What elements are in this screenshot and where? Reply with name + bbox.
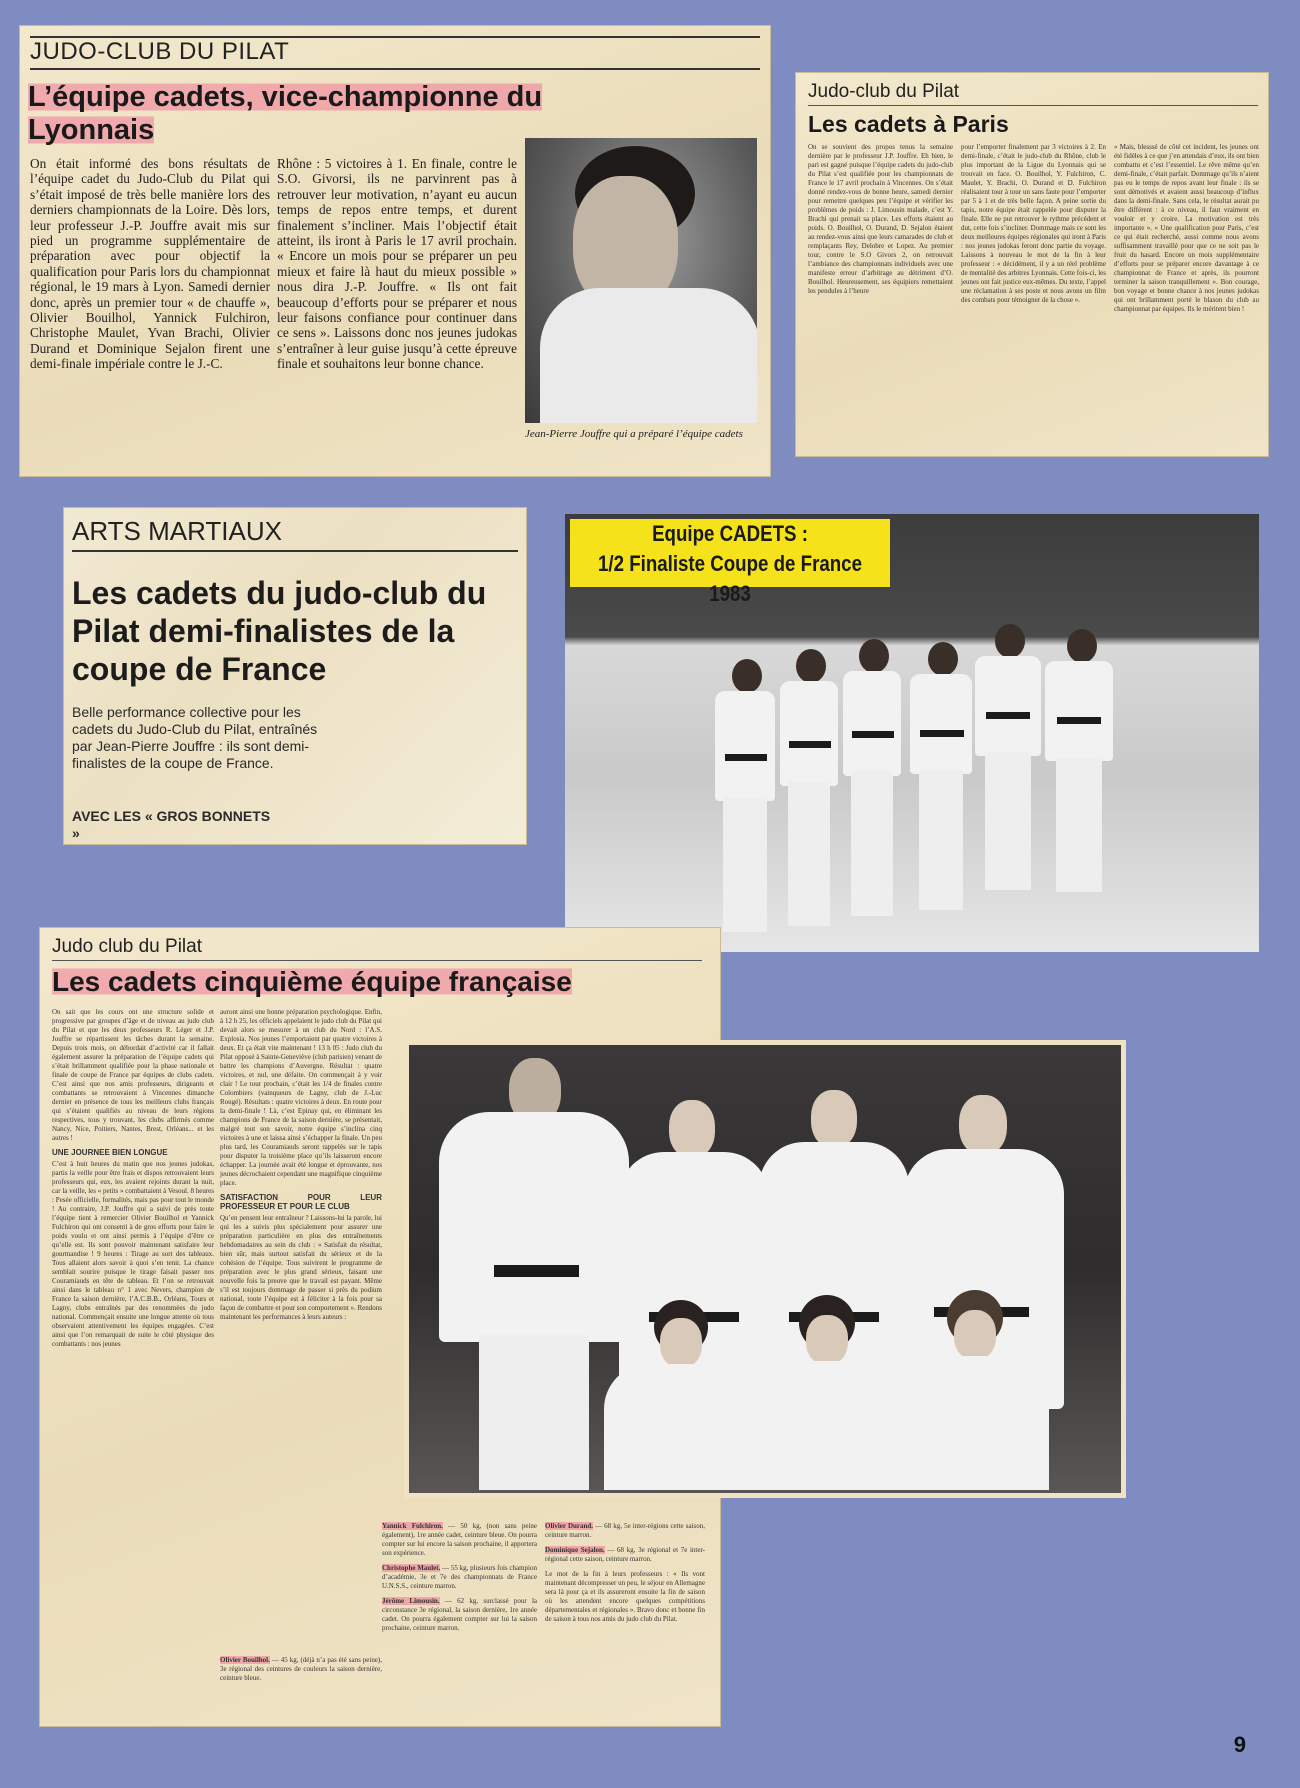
article-subhead: SATISFACTION POUR LEUR PROFESSEUR ET POUR LE CLUB (220, 1193, 382, 1211)
group-photo-image (409, 1045, 1121, 1493)
article-column-1: On sait que les cours ont une structure solide et progressive par groupes d’âge et de niveau au judo club du Pilat et que les deux professeurs R. Léger et J.P. Jouffre se répartissent les tâches durant la semaine. Depuis trois mois, on débordait d’activité car il fallait également assurer la préparation de l’équipe cadets qui s’était brillamment qualifiée pour la phase nationale et finale de coupe de France par équipes de clubs cadets. C’est ainsi que nos amis professeurs, dirigeants et combattants se retrouvaient à Vincennes dimanche dernier en présence de tous les meilleurs clubs français qui s’étaient qualifiés au niveau de leurs régions respectives, tous y trouvant, les clubs affirmés comme Nancy, Nice, Poitiers, Nantes, Brest, Orléans... et les autres ! UNE JOURNEE BIEN LONGUE C’est à huit heures du matin que nos jeunes judokas, partis la veille pour être frais et dispos retrouvaient leurs professeurs qui, eux, les avaient rejoints durant la nuit, car la veille, les « petits » combattaient à Vesoul. 8 heures : Pesée officielle, formalités, mais pas pour tout le monde ! Au contraire, J.P. Jouffre qui a suivi de près toute l’équipe tient à remercier Olivier Bouilhol et Yannick Fulchiron qui ont consenti à de gros efforts pour faire le poids voulu et ont ainsi permis à l’équipe d’être ce qu’elle est. Ils sont pouvoir maintenant satisfaire leur gourmandise ! 9 heures : Tirage au sort des tableaux. Tous allaient alors savoir à quoi s’en tenir. La chance semblait sourire puisque le tirage faisait passer nos Couramiauds en tête de tableau. Et l’on se retrouvait ainsi dans le tableau n° 1 avec Nevers, champion de France la saison dernière, l’A.C.B.B., Orléans, Tours et Lagny, clubs entraînés par des renommées du judo national. Commençait ensuite une longue attente où tous observaient attentivement les équipes engagées. C’est ainsi que l’on remarquait de suite le côté physique des combattants : nos jeunes (52, 1008, 214, 1348)
team-banner-line-2: 1/2 Finaliste Coupe de France 1983 (598, 551, 862, 606)
portrait-judogi (540, 288, 757, 423)
article-rubric: ARTS MARTIAUX (72, 516, 518, 552)
athlete-bios-column-2 (545, 1522, 705, 1624)
kneeling-cadet (754, 1295, 899, 1490)
article-column-3: « Mais, blesssé de côté cet incident, les jeunes ont été fidèles à ce que j’en attendais d’eux, ils ont bien combattu et c’est l’essentiel. Le rêve même qu’en demi-finale, c’était parfait. Dommage qu’ils n’aient pas eu le temps de repos avant leur finale : ils se sont démotivés et avaient aussi beaucoup d’influx dans la demi-finale. Sans cela, le résultat aurait pu être différent : à ce niveau, il faut vraiment en vouloir et y croire. La motivation est très importante ». « Une qualification pour Paris, c’est ce qui était recherché, aussi comme nous avons suffisamment travaillé pour que ce ne soit pas le fruit du hasard. Encore un mois supplémentaire d’efforts pour se préparer encore davantage à ce championnat de France et après, ils pourront terminer la saison tranquillement ». Bon courage, bon voyage et bonne chance à nos jeunes judokas qui ont brillamment porté le blason du club au championnat par équipes. Ils le méritent bien ! (1114, 143, 1259, 313)
article-column-2: Rhône : 5 victoires à 1. En finale, contre le S.O. Givorsi, ils ne parvinrent pas à retrouver leur motivation, n’ayant eu aucun temps de repos entre temps, et durent finalement s’incliner. Mais l’objectif était atteint, ils iront à Paris le 17 avril prochain. « Encore un mois pour se préparer un peu mieux et faire là haut du mieux possible » nous dira J.-P. Jouffre. « Ils ont fait beaucoup d’efforts pour se préparer et nous leur faisons confiance pour continuer dans ce sens ». Laissons donc nos jeunes judokas s’entraîner à leur guise jusqu’à cette épreuve finale et souhaitons leur bonne chance. (277, 156, 517, 372)
article-rubric: Judo club du Pilat (52, 936, 702, 961)
portrait-photo (525, 138, 757, 423)
group-photo (404, 1040, 1126, 1498)
athlete-bio: Jérôme Limousin. — 62 kg, surclassé pour la circonstance 3e régional, la saison dernière, 1re année cadet. On pourra également compter sur lui la saison prochaine, ceinture marron. (382, 1597, 538, 1632)
athlete-bio: Olivier Durand. — 68 kg, 5e inter-régions cette saison, ceinture marron. (545, 1522, 705, 1539)
kneeling-cadet (899, 1290, 1049, 1490)
judoka (843, 639, 901, 924)
article-column-2: pour l’emporter finalement par 3 victoires à 2. En demi-finale, c’était le judo-club du Rhône, club le plus important de la Ligue du Lyonnais qui se trouvait en face. O. Bouilhol, Y. Fulchiron, C. Maulet, Y. Brachi, O. Durand et D. Fulchiron réalisaient tour à tour un sans faute pour l’emporter par 5 à 1 et de très belle façon. A peine sortie du tapis, notre équipe était rappelée pour disputer la finale. Elle ne put retrouver le rythme précédent et dut, cette fois s’incliner. Dommage mais ce sont les deux meilleures équipes régionales qui iront à Paris : nos jeunes judokas feront donc partie du voyage. Laissons à nouveau le mot de la fin à leur professeur : « décidément, il y a un réel problème de mentalité des arbitres Lyonnais. Cette fois-ci, les jeunes ont fait justice eux-mêmes. Du texte, l’appel une réclamation à ses poste et nous avons un film des combats pour témoigner de la chose ». (961, 143, 1106, 304)
judoka (1045, 629, 1113, 899)
article-clipping-paris (796, 73, 1268, 456)
judoka (910, 642, 972, 912)
photo-caption: Jean-Pierre Jouffre qui a préparé l’équipe cadets (525, 428, 743, 440)
kneeling-cadet (604, 1300, 754, 1490)
athlete-bio: Yannick Fulchiron. — 50 kg, (non sans peine également), 1re année cadet, ceinture bleue. On pourra compter sur lui encore la saison prochaine, il apportera son expérience. (382, 1522, 538, 1557)
athlete-bio-bouilhol: Olivier Bouilhol. — 45 kg, (déjà n’a pas été sans peine), 3e régional des ceintures de couleurs la saison dernière, ceinture bleue. (220, 1656, 383, 1682)
article-clipping-demi-finalistes (64, 508, 526, 844)
article-headline: Les cadets cinquième équipe française (52, 966, 572, 997)
athlete-bio: Christophe Maulet. — 55 kg, plusieurs fois champion d’académie, 3e et 7e des championnats de France U.N.S.S., ceinture marron. (382, 1564, 537, 1590)
team-banner (570, 519, 890, 606)
team-photo (565, 514, 1259, 952)
judoka (780, 649, 838, 934)
article-rubric: JUDO-CLUB DU PILAT (30, 36, 760, 70)
article-headline: Les cadets du judo-club du Pilat demi-finalistes de la coupe de France (72, 575, 487, 687)
article-clipping-vice-champion (20, 26, 770, 476)
article-subhead: UNE JOURNEE BIEN LONGUE (52, 1148, 168, 1157)
judoka (715, 659, 775, 939)
article-lead: Belle performance collective pour les cadets du Judo-Club du Pilat, entraînés par Jean-Pierre Jouffre : ils sont demi-finalistes de la coupe de France. (72, 704, 318, 771)
article-column-1: On se souvient des propos tenus la semaine dernière par le professeur J.P. Jouffre. Eh bien, le pari est gagné puisque l’équipe cadets du judo-club du Pilat s’est qualifiée pour les championnats de France le 17 avril prochain à Vincennes. On s’était donné rendez-vous de bonne heure, samedi dernier pour remettre quelques peu l’équipe et vérifier les problèmes de poids : J. Limousin malade, c’est Y. Brachi qui prenait sa place. Les efforts étaient au poids. O. Bouilhol, O. Durand, D. Sejalon étaient au rendez-vous ainsi que leurs camarades de club et remplaçants Rey, Delobre et Lopez. Au premier tour, contre le S.O Givors 2, on retrouvait l’ambiance des championnats individuels avec une manifeste erreur d’arbitrage au détriment d’O. Bouilhol. Heureusement, ses équipiers remettaient les pendules à l’heure (808, 143, 953, 295)
article-closing: Le mot de la fin à leurs professeurs : « Ils vont maintenant décompresser un peu, le séjour en Allemagne sera là pour ça et ils assureront ensuite la fin de saison où les attendent encore quelques compétitions départementales et régionales ». Bravo donc et bonne fin de saison à tous nos amis du judo club du Pilat. (545, 1570, 705, 1623)
article-headline: Les cadets à Paris (808, 111, 1009, 137)
coach-figure (439, 1050, 629, 1490)
athlete-bio: Dominique Sejalon. — 68 kg, 3e régional et 7e inter-régional cette saison, ceinture marron. (545, 1546, 705, 1563)
athlete-bios-column-1 (382, 1522, 537, 1633)
judoka (975, 624, 1041, 894)
article-subhead: AVEC LES « GROS BONNETS » (72, 808, 271, 841)
article-column-1: On était informé des bons résultats de l’équipe cadet du Judo-Club du Pilat qui s’était imposé de très belle manière lors des derniers championnats de la Loire. Dès lors, leur professeur J.-P. Jouffre avait mis sur pied un programme supplémentaire de préparation avec pour objectif la qualification pour Paris lors du championnat régional, le 19 mars à Lyon. Samedi dernier donc, après un premier tour « de chauffe », Olivier Bouilhol, Yannick Fulchiron, Christophe Maulet, Yvan Brachi, Olivier Durand et Dominique Sejalon firent une demi-finale impériale contre le J.-C. (30, 156, 270, 372)
page-number: 9 (1233, 1732, 1246, 1757)
team-banner-line-1: Equipe CADETS : (652, 521, 808, 546)
article-column-2: auront ainsi une bonne préparation psychologique. Enfin, à 12 h 25, les officiels appelaient le judo club du Pilat qui devait alors se mesurer à un club du Nord : l’A.S. Explosia. Nos jeunes l’emportaient par quatre victoires à deux. Et ça était vite maintenant ! 13 h 05 : Judo club du Pilat opposé à Sainte-Geneviève (club parisien) venant de battre les champions d’Auvergne. Résultat : quatre victoires, et nul, une défaite. On commençait à y voir clair ! Le tour prochain, c’était les 1/4 de finales contre Colombiers (vainqueurs de Lagny, club de J.-Luc Rougé). Résultats : quatre victoires à deux. En route pour la demi-finale ! Là, c’est Epinay qui, en éliminant les champions de France de la saison dernière, se présentait, malgré tout son savoir, notre équipe s’inclina cinq victoires à une et laissa ainsi s’échapper la finale. Un peu plus tard, les Couramiauds seront rappelés sur le tapis pour disputer la troisième place qu’ils laisseront encore échapper. La journée avait été longue et éprouvante, nos jeunes décrochaient cependant une magnifique cinquième place. SATISFACTION POUR LEUR PROFESSEUR ET POUR LE CLUB Qu’en pensent leur entraîneur ? Laissons-lui la parole, lui qui les a suivis plus spécialement pour assurer une préparation particulière en plus des entraînements hebdomadaires au sein du club : « Satisfait du résultat, bien sûr, mais surtout satisfait du sérieux et de la cohésion de l’équipe. Tous suivirent le programme de préparation avec le plus grand sérieux, faisant une nouvelle fois la preuve que le travail est payant. Même s’il est toujours dommage de passer si près du podium national, toute l’équipe est à féliciter à la fois pour sa façon de combattre et pour son comportement ». Rendons maintenant les performances à leurs auteurs : (220, 1008, 382, 1321)
article-headline: L’équipe cadets, vice-championne du Lyonnais (28, 81, 543, 146)
article-rubric: Judo-club du Pilat (808, 81, 1258, 106)
